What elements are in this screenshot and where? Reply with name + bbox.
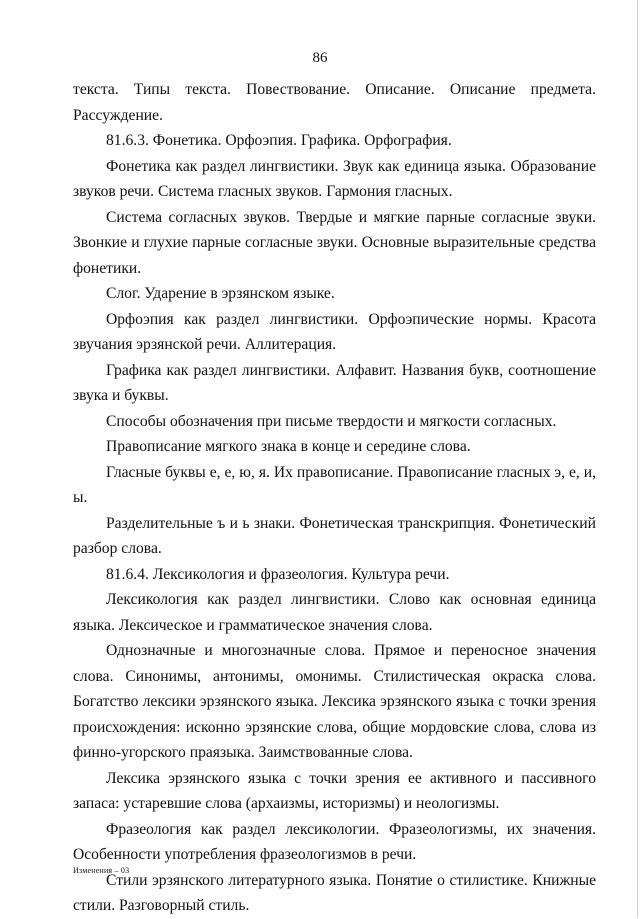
paragraph-phraseology: Фразеология как раздел лексикологии. Фразеологизмы, их значения. Особенности употребления фразеологизмов в речи. bbox=[73, 820, 596, 863]
paragraph-separating-signs: Разделительные ъ и ь знаки. Фонетическая транскрипция. Фонетический разбор слова. bbox=[73, 514, 596, 557]
paragraph-lexicon-active-passive: Лексика эрзянского языка с точки зрения ее активного и пассивного запаса: устаревшие слова (архаизмы, историзмы) и неологизмы. bbox=[73, 769, 596, 812]
paragraph-syllable-stress: Слог. Ударение в эрзянском языке. bbox=[106, 285, 335, 302]
paragraph-phonetics: Фонетика как раздел лингвистики. Звук как единица языка. Образование звуков речи. Система гласных звуков. Гармония гласных. bbox=[73, 157, 596, 200]
footer-revision-note: Изменения – 03 bbox=[73, 866, 130, 875]
body-text bbox=[73, 77, 596, 919]
paragraph-word-meanings: Однозначные и многозначные слова. Прямое и переносное значения слова. Синонимы, антонимы, омонимы. Стилистическая окраска слова. Богатство лексики эрзянского языка. Лексика эрзянского языка с точки зрения происхождения: исконно эрзянские слова, общие мордовские слова, слова из финно-угорского праязыка. Заимствованные слова. bbox=[73, 642, 596, 761]
paragraph-soft-sign: Правописание мягкого знака в конце и середине слова. bbox=[106, 438, 471, 455]
paragraph-graphics: Графика как раздел лингвистики. Алфавит. Названия букв, соотношение звука и буквы. bbox=[73, 361, 596, 404]
paragraph-consonants: Система согласных звуков. Твердые и мягкие парные согласные звуки. Звонкие и глухие парные согласные звуки. Основные выразительные средства фонетики. bbox=[73, 208, 596, 277]
page-edge bbox=[637, 0, 638, 918]
section-heading-81-6-3: 81.6.3. Фонетика. Орфоэпия. Графика. Орфография. bbox=[106, 132, 452, 149]
page-number: 86 bbox=[312, 50, 328, 66]
paragraph-orthoepy: Орфоэпия как раздел лингвистики. Орфоэпические нормы. Красота звучания эрзянской речи. Аллитерация. bbox=[73, 310, 596, 353]
paragraph-hardness-softness: Способы обозначения при письме твердости и мягкости согласных. bbox=[106, 412, 557, 430]
section-heading-81-6-4: 81.6.4. Лексикология и фразеология. Культура речи. bbox=[106, 565, 450, 583]
paragraph-styles: Стили эрзянского литературного языка. Понятие о стилистике. Книжные стили. Разговорный стиль. bbox=[73, 871, 596, 914]
paragraph-vowel-letters: Гласные буквы е, е, ю, я. Их правописание. Правописание гласных э, е, и, ы. bbox=[73, 463, 596, 506]
paragraph-continuation: текста. Типы текста. Повествование. Описание. Описание предмета. Рассуждение. bbox=[73, 81, 596, 124]
paragraph-lexicology: Лексикология как раздел лингвистики. Слово как основная единица языка. Лексическое и грамматическое значения слова. bbox=[73, 591, 596, 634]
